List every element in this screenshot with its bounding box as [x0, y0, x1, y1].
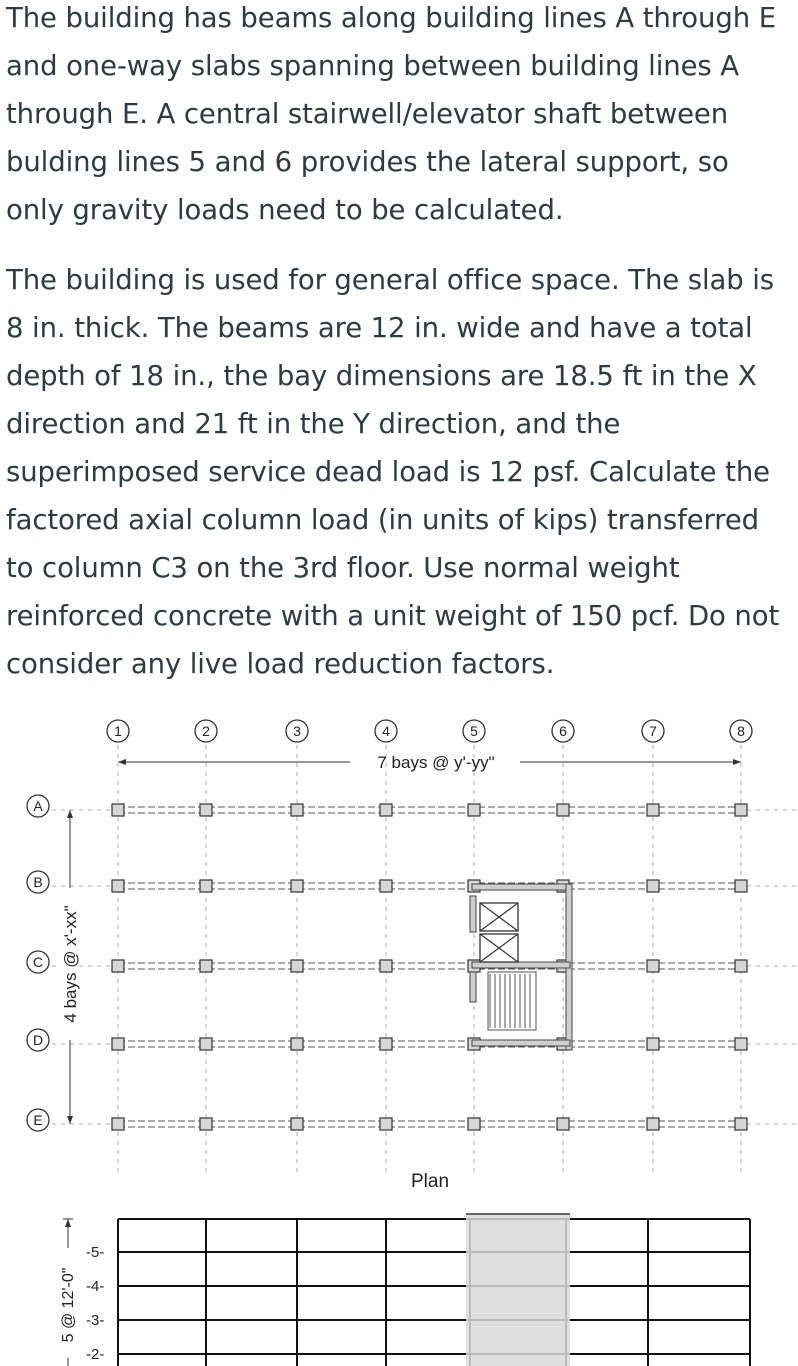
story-dimension-label: 5 @ 12'-0"	[60, 1267, 77, 1343]
column-E6	[557, 1118, 569, 1130]
column-D3	[291, 1038, 303, 1050]
row-line-label-D: D	[32, 1032, 44, 1048]
column-A7	[647, 804, 659, 816]
core-wall-top	[472, 884, 570, 890]
row-line-label-C: C	[32, 954, 44, 970]
row-line-label-B: B	[33, 874, 43, 890]
column-E5	[468, 1118, 480, 1130]
column-line-label-3: 3	[293, 723, 301, 739]
column-A5	[468, 804, 480, 816]
column-line-label-4: 4	[382, 723, 390, 739]
column-B1	[112, 880, 124, 892]
y-dimension-arrow-top	[67, 810, 73, 818]
core-wall-stub-1	[470, 896, 476, 932]
column-D4	[380, 1038, 392, 1050]
column-D8	[735, 1038, 747, 1050]
column-A6	[557, 804, 569, 816]
column-C8	[735, 960, 747, 972]
column-line-label-6: 6	[559, 723, 567, 739]
y-dimension-label: 4 bays @ x'-xx"	[61, 905, 80, 1023]
floor-plan	[27, 720, 796, 1192]
y-dimension-arrow-bottom	[67, 1116, 73, 1124]
column-A3	[291, 804, 303, 816]
story-dimension-arrow	[65, 1219, 71, 1227]
floor-label-5: -5-	[86, 1244, 105, 1261]
column-B8	[735, 880, 747, 892]
core-wall-bottom	[472, 1040, 570, 1046]
floor-label-2: -2-	[86, 1346, 105, 1363]
problem-paragraph-2: The building is used for general office space. The slab is 8 in. thick. The beams are 12 in. wide and have a total depth of 18 in., the bay dimensions are 18.5 ft in the X direction and 21 ft in the Y direction, and the superimposed service dead load is 12 psf. Calculate the factored axial column load (in units of kips) transferred to column C3 on the 3rd floor. Use normal weight reinforced concrete with a unit weight of 150 pcf. Do not consider any live load reduction factors.	[6, 264, 780, 680]
column-A8	[735, 804, 747, 816]
elevation-view	[59, 1214, 750, 1366]
column-C3	[291, 960, 303, 972]
column-line-label-1: 1	[114, 723, 122, 739]
column-C7	[647, 960, 659, 972]
column-E8	[735, 1118, 747, 1130]
column-E7	[647, 1118, 659, 1130]
column-A2	[200, 804, 212, 816]
column-B4	[380, 880, 392, 892]
core-wall-middle	[472, 962, 570, 968]
column-E4	[380, 1118, 392, 1130]
floor-label-4: -4-	[86, 1278, 105, 1295]
problem-paragraph-1: The building has beams along building lines A through E and one-way slabs spanning between building lines A through E. A central stairwell/elevator shaft between bulding lines 5 and 6 provides the lateral support, so only gravity loads need to be calculated.	[6, 2, 776, 226]
column-B7	[647, 880, 659, 892]
column-E3	[291, 1118, 303, 1130]
structural-plan-figure	[0, 700, 798, 1366]
column-line-label-8: 8	[737, 723, 745, 739]
column-D1	[112, 1038, 124, 1050]
x-dimension-arrow-right	[733, 759, 741, 765]
plan-caption: Plan	[410, 1171, 450, 1192]
x-dimension-arrow-left	[118, 759, 126, 765]
column-D2	[200, 1038, 212, 1050]
column-A1	[112, 804, 124, 816]
column-line-label-5: 5	[470, 723, 478, 739]
column-D7	[647, 1038, 659, 1050]
column-E1	[112, 1118, 124, 1130]
column-line-label-2: 2	[202, 723, 210, 739]
column-B2	[200, 880, 212, 892]
core-wall-stub-2	[470, 972, 476, 1002]
column-C1	[112, 960, 124, 972]
column-C4	[380, 960, 392, 972]
column-A4	[380, 804, 392, 816]
column-C2	[200, 960, 212, 972]
elevation-core-shaft	[466, 1214, 570, 1366]
floor-label-3: -3-	[86, 1312, 105, 1329]
column-line-label-7: 7	[649, 723, 657, 739]
row-line-label-A: A	[33, 798, 43, 814]
column-E2	[200, 1118, 212, 1130]
column-B3	[291, 880, 303, 892]
row-line-label-E: E	[33, 1112, 43, 1128]
x-dimension-label: 7 bays @ y'-yy"	[377, 753, 495, 772]
